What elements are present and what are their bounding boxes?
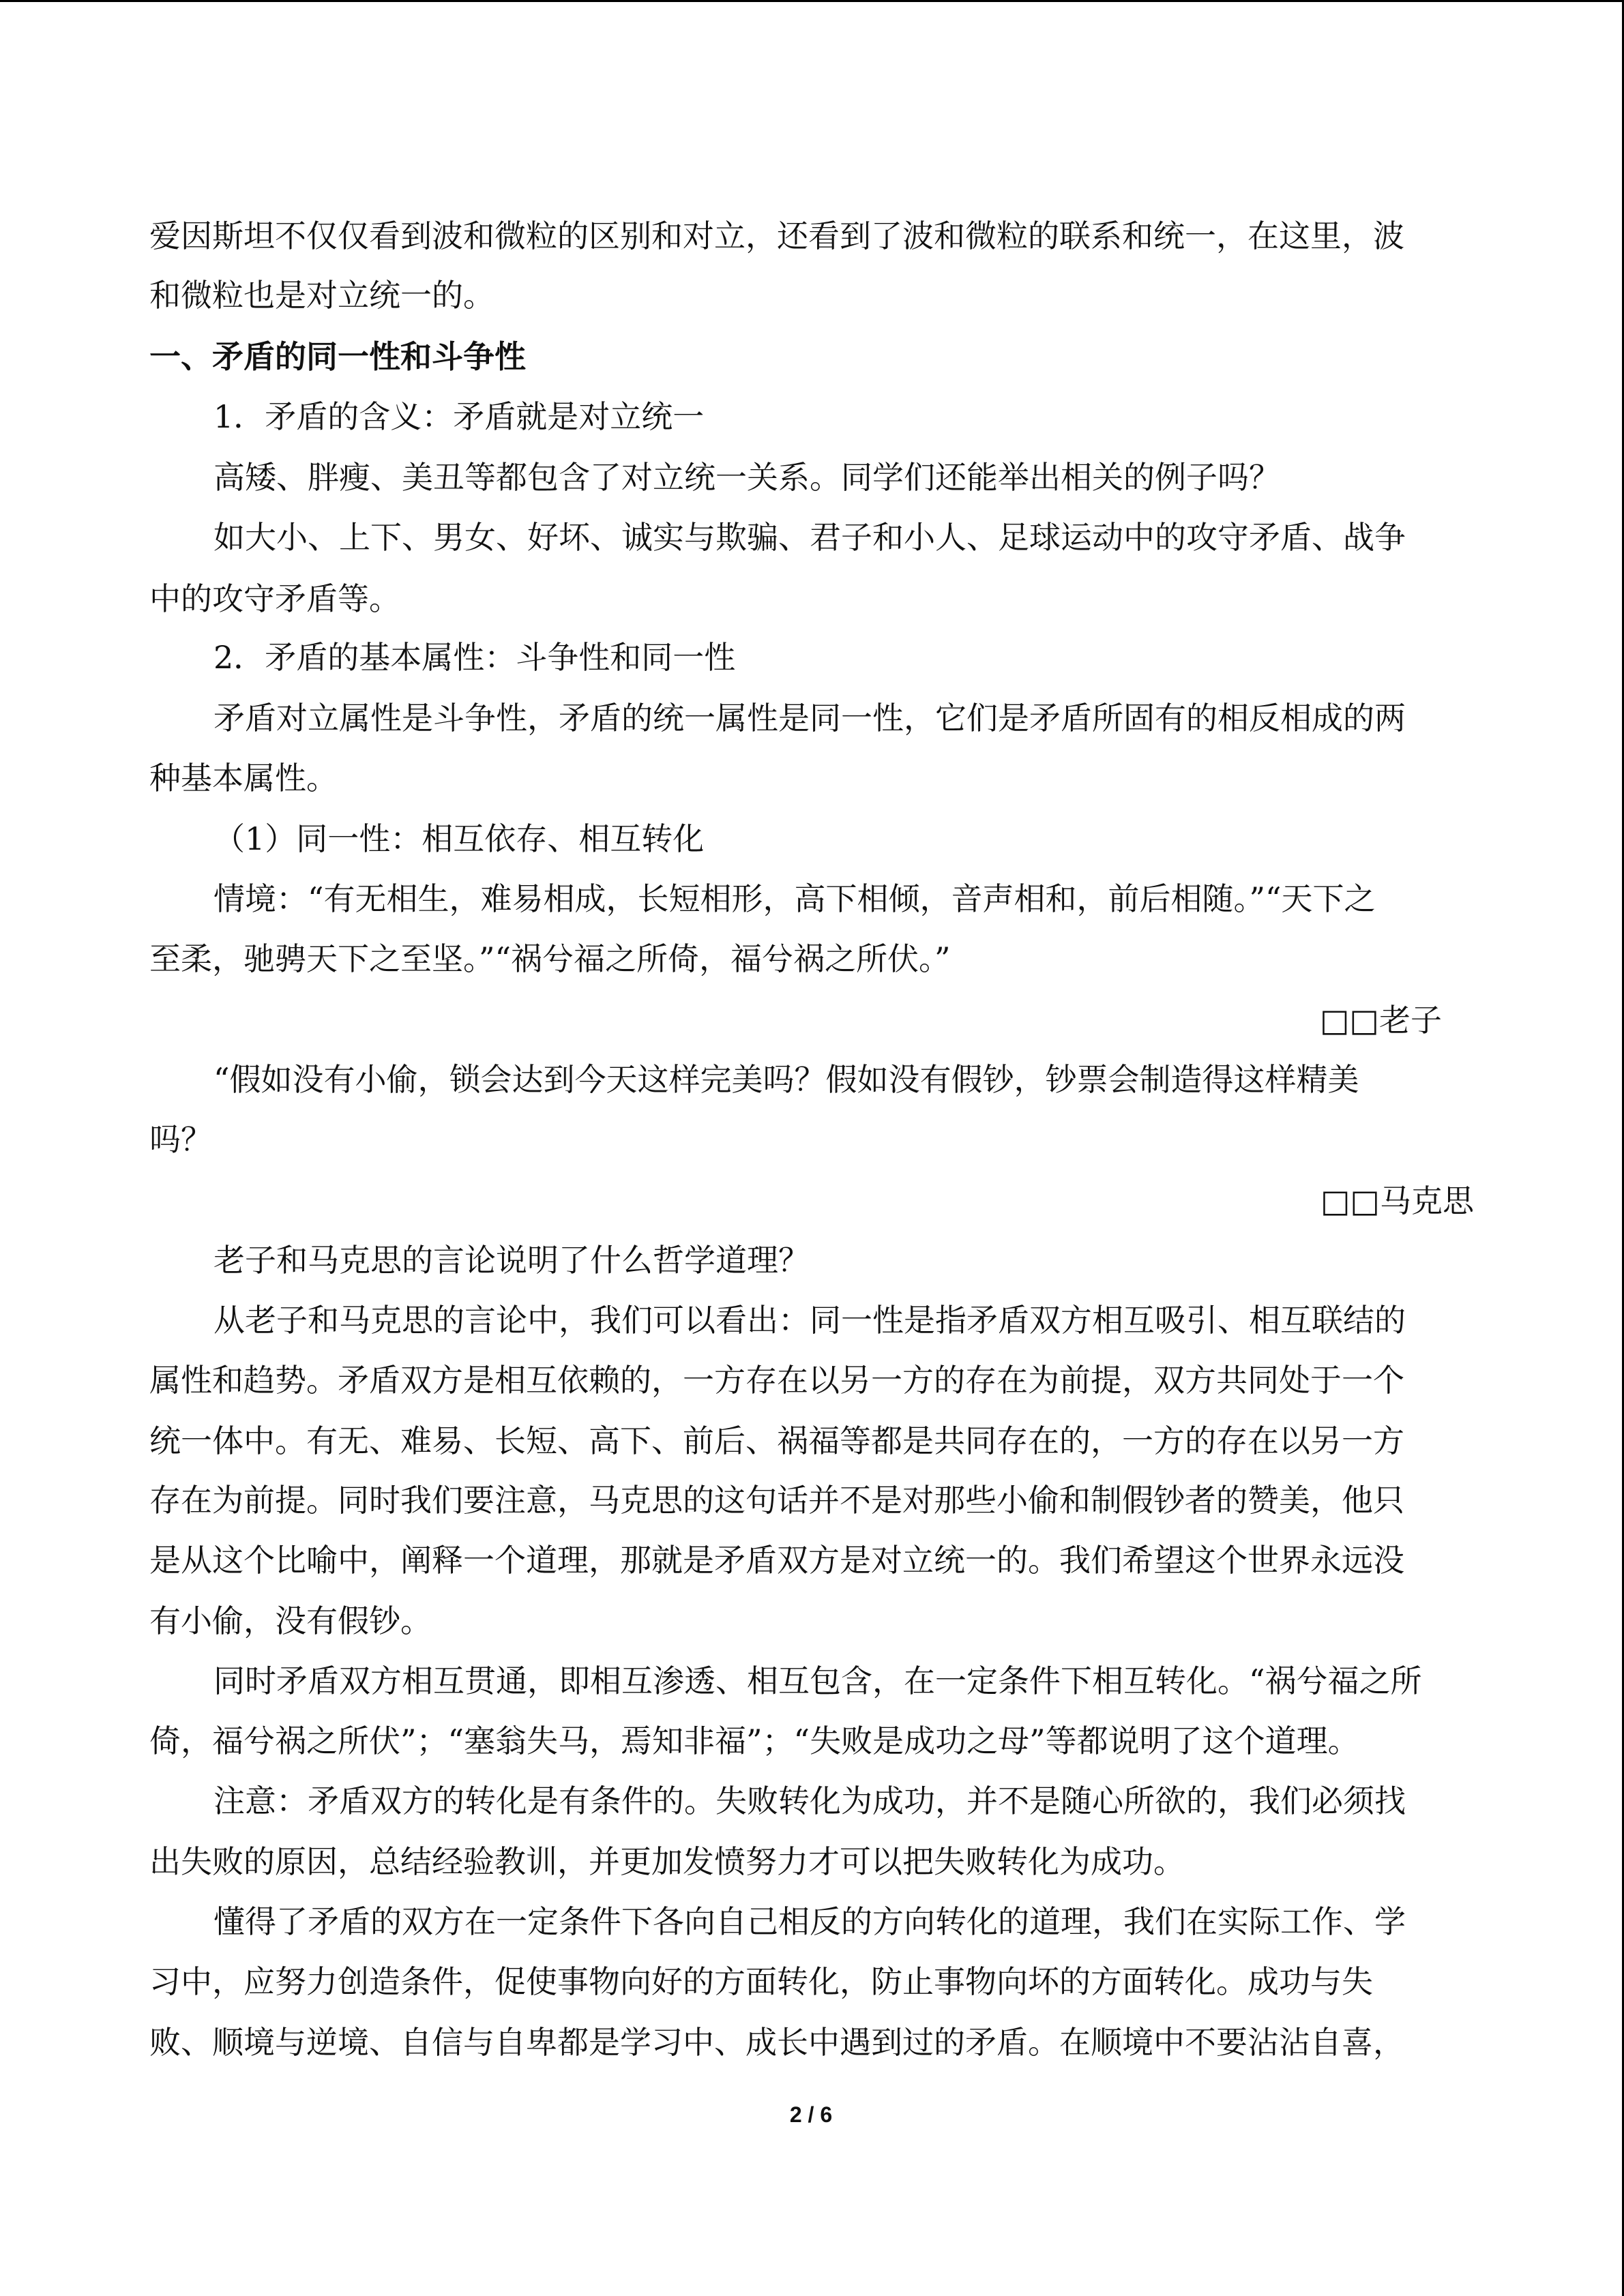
- section-heading: 一、矛盾的同一性和斗争性: [149, 338, 526, 375]
- subsection-title: 1．矛盾的含义：矛盾就是对立统一: [213, 398, 705, 435]
- body-paragraph-line: 爱因斯坦不仅仅看到波和微粒的区别和对立，还看到了波和微粒的联系和统一，在这里，波: [149, 218, 1404, 254]
- body-paragraph-line: 存在为前提。同时我们要注意，马克思的这句话并不是对那些小偷和制假钞者的赞美，他只: [149, 1482, 1404, 1519]
- subsection-title: （1）同一性：相互依存、相互转化: [213, 820, 705, 857]
- body-paragraph-line: 习中，应努力创造条件，促使事物向好的方面转化，防止事物向坏的方面转化。成功与失: [149, 1963, 1373, 2000]
- body-paragraph-line: 矛盾对立属性是斗争性，矛盾的统一属性是同一性，它们是矛盾所固有的相反相成的两: [213, 700, 1406, 736]
- body-paragraph-line: 如大小、上下、男女、好坏、诚实与欺骗、君子和小人、足球运动中的攻守矛盾、战争: [213, 519, 1406, 556]
- body-paragraph-line: “假如没有小偷，锁会达到今天这样完美吗？假如没有假钞，钞票会制造得这样精美: [213, 1061, 1359, 1098]
- body-paragraph-line: 从老子和马克思的言论中，我们可以看出：同一性是指矛盾双方相互吸引、相互联结的: [213, 1302, 1406, 1339]
- body-paragraph-line: 注意：矛盾双方的转化是有条件的。失败转化为成功，并不是随心所欲的，我们必须找: [213, 1783, 1406, 1819]
- subsection-title: 2．矛盾的基本属性：斗争性和同一性: [213, 639, 736, 676]
- body-paragraph-line: 中的攻守矛盾等。: [149, 580, 400, 617]
- page-number: 2 / 6: [789, 2102, 833, 2127]
- body-paragraph-line: 老子和马克思的言论说明了什么哲学道理？: [213, 1242, 810, 1279]
- body-paragraph-line: 吗？: [149, 1121, 212, 1158]
- body-paragraph-line: 高矮、胖瘦、美丑等都包含了对立统一关系。同学们还能举出相关的例子吗？: [213, 459, 1280, 496]
- body-paragraph-line: 情境：“有无相生，难易相成，长短相形，高下相倾，音声相和，前后相随。”“天下之: [213, 880, 1376, 917]
- quote-attribution: □□马克思: [1320, 1182, 1474, 1219]
- body-paragraph-line: 属性和趋势。矛盾双方是相互依赖的，一方存在以另一方的存在为前提，双方共同处于一个: [149, 1362, 1404, 1399]
- body-paragraph-line: 同时矛盾双方相互贯通，即相互渗透、相互包含，在一定条件下相互转化。“祸兮福之所: [213, 1663, 1422, 1699]
- body-paragraph-line: 倚，福兮祸之所伏”；“塞翁失马，焉知非福”；“失败是成功之母”等都说明了这个道理。: [149, 1723, 1359, 1759]
- body-paragraph-line: 是从这个比喻中，阐释一个道理，那就是矛盾双方是对立统一的。我们希望这个世界永远没: [149, 1542, 1404, 1579]
- body-paragraph-line: 懂得了矛盾的双方在一定条件下各向自己相反的方向转化的道理，我们在实际工作、学: [213, 1903, 1406, 1940]
- quote-attribution: □□老子: [1320, 1002, 1442, 1039]
- body-paragraph-line: 至柔，驰骋天下之至坚。”“祸兮福之所倚，福兮祸之所伏。”: [149, 940, 951, 977]
- body-paragraph-line: 出失败的原因，总结经验教训，并更加发愤努力才可以把失败转化为成功。: [149, 1843, 1185, 1880]
- body-paragraph-line: 有小偷，没有假钞。: [149, 1602, 432, 1639]
- body-paragraph-line: 统一体中。有无、难易、长短、高下、前后、祸福等都是共同存在的，一方的存在以另一方: [149, 1422, 1404, 1459]
- body-paragraph-line: 败、顺境与逆境、自信与自卑都是学习中、成长中遇到过的矛盾。在顺境中不要沾沾自喜，: [149, 2024, 1404, 2061]
- body-paragraph-line: 种基本属性。: [149, 760, 338, 796]
- body-paragraph-line: 和微粒也是对立统一的。: [149, 277, 494, 314]
